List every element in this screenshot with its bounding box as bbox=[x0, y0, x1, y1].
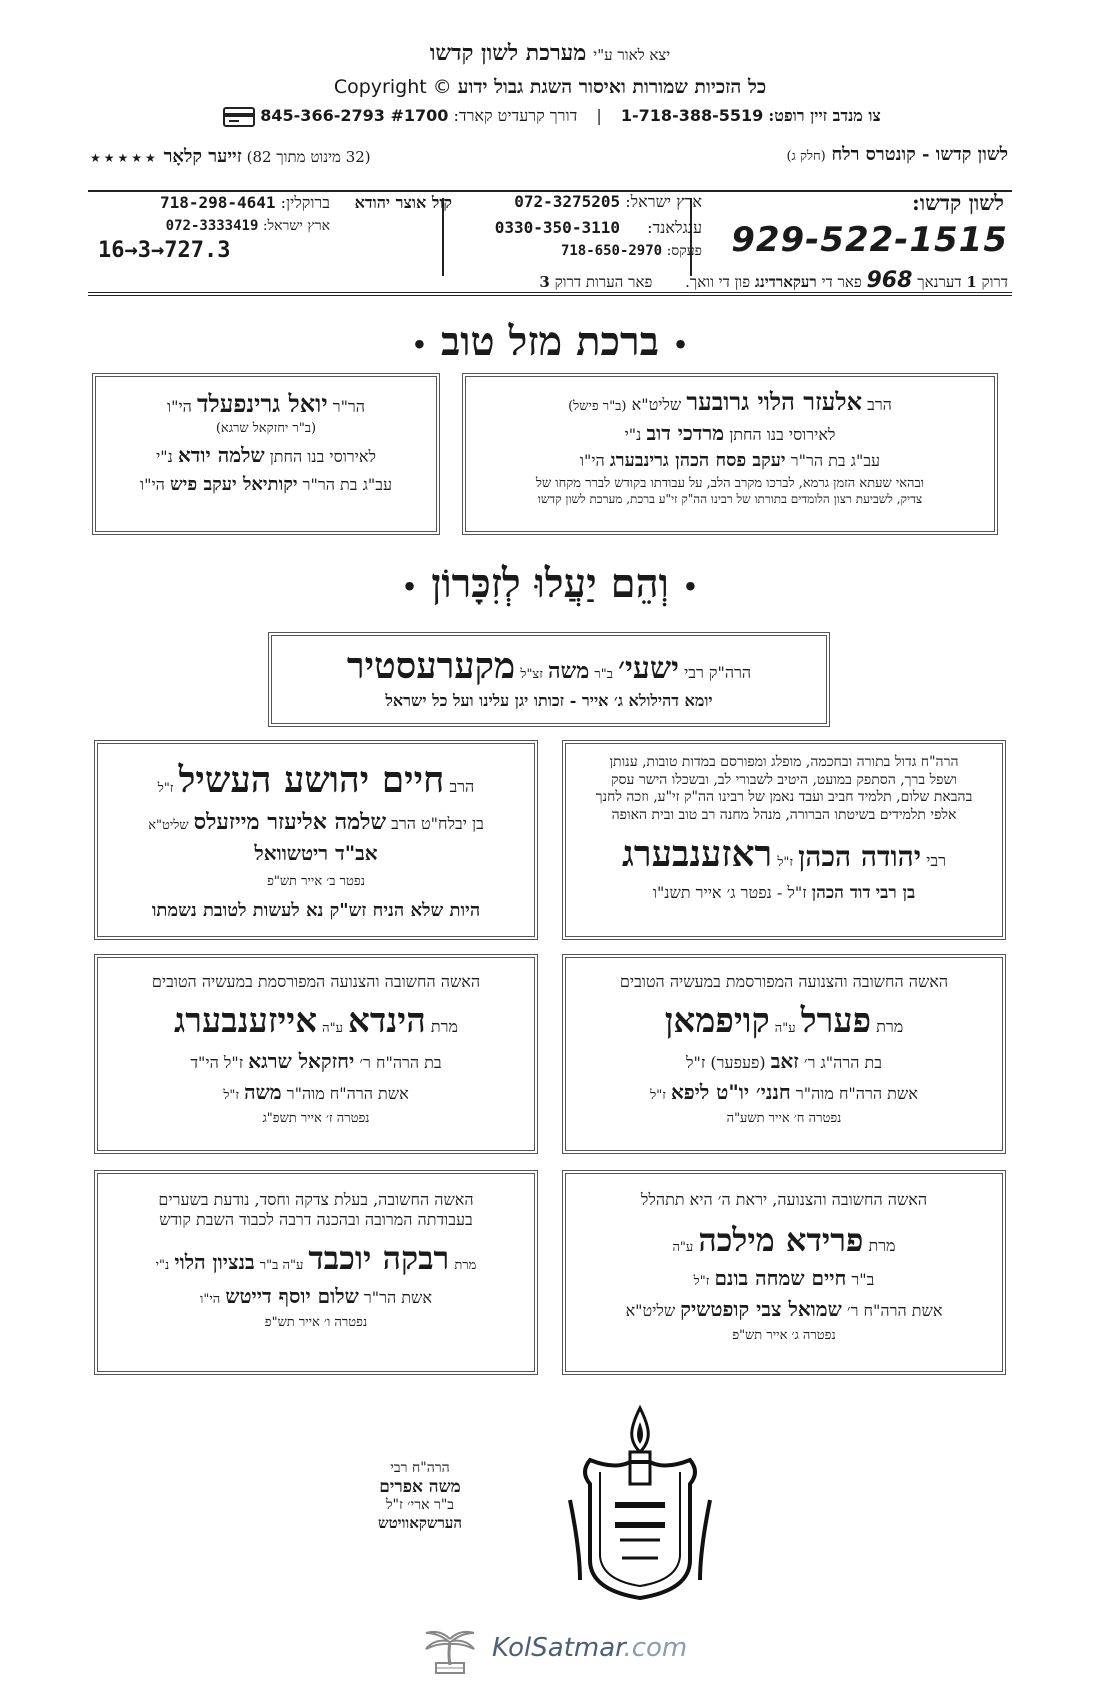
menu-code: 16→3→727.3 bbox=[98, 238, 231, 263]
israel-label: ארץ ישראל: bbox=[625, 192, 702, 211]
lk-hotline-label: לשון קדשו: bbox=[911, 190, 1004, 215]
memorial-mekerestir bbox=[268, 632, 830, 727]
surname: הערשקאוויטש bbox=[377, 1514, 463, 1532]
honorific: ע"ה bbox=[774, 1021, 796, 1036]
palm-tree-icon bbox=[420, 1625, 480, 1675]
line bbox=[108, 1080, 524, 1105]
name: פרידא מילכה bbox=[698, 1221, 864, 1259]
honorific: ז"ל bbox=[223, 1087, 239, 1103]
father-name: חיים שמחה בונם bbox=[714, 1266, 847, 1290]
name: ישעי׳ bbox=[618, 651, 679, 686]
donate-phone[interactable]: 1-718-388-5519 bbox=[620, 106, 764, 125]
name: יהודה הכהן bbox=[798, 840, 922, 873]
title: מרת bbox=[868, 1236, 896, 1255]
copyright-line bbox=[0, 76, 1100, 99]
press-label: דרוק bbox=[981, 273, 1008, 291]
donate-label: צו מנדב זיין רופט: bbox=[768, 106, 881, 125]
groom-name: מרדכי דוב bbox=[646, 421, 725, 445]
honorific: ז"ל bbox=[157, 781, 174, 796]
israel2-label: ארץ ישראל: bbox=[262, 218, 330, 234]
line bbox=[476, 421, 984, 446]
line bbox=[576, 1000, 992, 1043]
phone-instructions bbox=[88, 268, 1008, 293]
honorific: שליט"א bbox=[625, 1301, 676, 1320]
line bbox=[476, 450, 984, 473]
title: רבי bbox=[926, 851, 946, 870]
father-name: זאב bbox=[770, 1048, 799, 1073]
title: הר"ר bbox=[332, 397, 365, 416]
line bbox=[576, 1297, 992, 1322]
booklet-title-text: לשון קדשו - קונטרס רלח bbox=[831, 144, 1008, 165]
recording-word: רעקארדינג bbox=[754, 273, 817, 291]
blessing-text: ובהאי שעתא הזמן גרמא, לברכו מקרב הלב, על עבודתו בקודש לברר מקחו של bbox=[535, 475, 925, 491]
label: אשת הרה"ח מוה"ר bbox=[286, 1083, 409, 1103]
honorific: נ"י bbox=[624, 425, 642, 444]
for-label: פאר די bbox=[821, 273, 862, 291]
mazal-tov-greenfeld bbox=[92, 373, 440, 535]
father-name: בנציון הלוי bbox=[174, 1250, 255, 1274]
husband-name: משה bbox=[244, 1079, 282, 1104]
label: אשת הרה"ח ר׳ bbox=[846, 1301, 943, 1320]
mazal-tov-gruber bbox=[462, 373, 998, 535]
honorific: ז"ל bbox=[650, 1087, 666, 1103]
husband-name: שמואל צבי קופטשיק bbox=[680, 1297, 842, 1321]
israel-phone-2 bbox=[166, 218, 330, 235]
father-name: דוד הכהן bbox=[811, 883, 871, 903]
line bbox=[576, 1080, 992, 1105]
cc-label: דורך קרעדיט קארד: bbox=[453, 106, 578, 125]
booklet-title bbox=[786, 144, 1008, 165]
surname: קויפמאן bbox=[664, 1001, 770, 1041]
memorial-rosenberg bbox=[562, 740, 1006, 940]
father-name: יחזקאל שרגא bbox=[248, 1048, 355, 1073]
title: הרה"ח רבי bbox=[390, 1460, 450, 1476]
label: בת הרה"ח ר׳ bbox=[359, 1052, 442, 1072]
line bbox=[476, 387, 984, 417]
honorific: הי"ו bbox=[200, 1292, 221, 1307]
honorific: ע"ה bbox=[672, 1240, 694, 1255]
line bbox=[108, 809, 524, 837]
father-title: אב"ד ריטשוואל bbox=[254, 840, 378, 865]
clarity-label: זייער קלאָר bbox=[163, 146, 242, 167]
minutes-text: (32 מינוט מתוך 82) bbox=[246, 148, 371, 166]
mazal-tov-title: ברכת מזל טוב bbox=[441, 318, 659, 365]
credit-card-icon bbox=[223, 107, 255, 127]
line bbox=[106, 389, 426, 419]
fax-label: פעקס: bbox=[666, 243, 702, 259]
line bbox=[576, 832, 992, 877]
surname: ראזענבערג bbox=[622, 833, 773, 875]
publisher-prefix: יצא לאור ע"י bbox=[593, 46, 671, 64]
yahrzeit-text: נפטרה ז׳ אייר תשפ"ג bbox=[262, 1110, 370, 1126]
name: אלעזר הלוי גרובער bbox=[686, 387, 863, 416]
notes-label: פאר הערות דרוק bbox=[554, 273, 653, 291]
patronymic: (ב"ר פישל) bbox=[568, 399, 627, 414]
request-text: היות שלא הניח זש"ק נא לעשות לטובת נשמתו bbox=[151, 899, 481, 921]
honorific: ע"ה bbox=[322, 1021, 343, 1036]
memorial-heading bbox=[0, 560, 1100, 607]
memorial-title: וְהֵם יַעֲלוּ לְזִכָּרוֹן bbox=[431, 560, 669, 607]
memorial-eisenberg bbox=[94, 954, 538, 1154]
england-label: ענגלאנד: bbox=[647, 218, 702, 237]
fax-phone bbox=[561, 243, 702, 260]
line bbox=[106, 443, 426, 468]
label: עב"ג בת הר"ר bbox=[790, 451, 881, 470]
candle-memorial-logo bbox=[560, 1400, 720, 1610]
bullet-icon: • bbox=[411, 330, 428, 360]
title: הרה"ק רבי bbox=[684, 663, 752, 682]
blessing-text: צדיק, לשביעת רצון הלומדים בתורתו של רבינו הה"ק זי"ע ברכת, מערכת לשון קדשו bbox=[537, 491, 923, 506]
candle-memorial-logo-svg bbox=[560, 1400, 720, 1610]
label: לאירוסי בנו החתן bbox=[269, 447, 376, 467]
line bbox=[576, 1049, 992, 1074]
bullet-icon: • bbox=[401, 572, 418, 602]
eulogy-text: ושפל ברך, הסתפק במועט, היטיב לשבורי לב, ובשכלו הישר עסק bbox=[610, 771, 957, 788]
recording-number: 968 bbox=[866, 268, 913, 293]
israel-phone bbox=[514, 192, 702, 212]
line bbox=[108, 758, 524, 803]
honorific: שליט"א bbox=[148, 818, 189, 833]
yahrzeit-text: ז"ל - נפטר ג׳ אייר תשנ"ו bbox=[652, 883, 807, 902]
yahrzeit-text: נפטרה ו׳ אייר תש"פ bbox=[264, 1315, 368, 1330]
rights-text: כל הזכיות שמורות ואיסור השגת גבול ידוע bbox=[457, 76, 767, 98]
notes-number: 3 bbox=[539, 273, 550, 291]
line bbox=[106, 474, 426, 497]
honorific: (פעפער) ז"ל bbox=[686, 1052, 766, 1072]
then-label: דערנאך bbox=[917, 273, 962, 291]
cc-phone[interactable]: 845-366-2793 #1700 bbox=[260, 106, 449, 125]
memorial-deutsch bbox=[94, 1170, 538, 1375]
honorific: זצ"ל bbox=[520, 667, 543, 682]
name: יואל גרינפעלד bbox=[196, 389, 328, 418]
label: ב"ר bbox=[594, 667, 613, 682]
line bbox=[108, 1049, 524, 1074]
name: משה אפרים bbox=[379, 1477, 461, 1497]
publisher-title: מערכת לשון קדשו bbox=[429, 40, 587, 66]
label: ע"ה ב"ר bbox=[259, 1258, 304, 1273]
england-number[interactable]: 0330-350-3110 bbox=[494, 218, 620, 237]
eulogy-text: האשה החשובה והצנועה המפורסמת במעשיה הטובים bbox=[619, 972, 949, 991]
husband-name: שלום יוסף דייטש bbox=[225, 1284, 359, 1308]
patronymic: (ב"ר יחזקאל שרגא) bbox=[215, 421, 317, 436]
honorific: הי"ו bbox=[139, 475, 165, 495]
bullet-icon: • bbox=[682, 572, 699, 602]
brooklyn-number[interactable]: 718-298-4641 bbox=[159, 193, 276, 212]
label: אשת הרה"ח מוה"ר bbox=[795, 1083, 918, 1103]
kolsatmar-text[interactable] bbox=[492, 1633, 687, 1663]
line bbox=[576, 1220, 992, 1260]
eulogy-text: האשה החשובה, בעלת צדקה וחסד, נודעת בשערים bbox=[158, 1190, 474, 1209]
surname: אייזענבערג bbox=[174, 1001, 318, 1041]
bullet-icon: • bbox=[672, 330, 689, 360]
title: מרת bbox=[876, 1017, 904, 1036]
line bbox=[576, 883, 992, 904]
label: בת הרה"ג ר׳ bbox=[803, 1052, 882, 1072]
title: הרב bbox=[449, 777, 475, 796]
label: ב"ר bbox=[851, 1270, 875, 1289]
honorific: שליט"א bbox=[631, 395, 682, 414]
name: הינדא bbox=[348, 1001, 426, 1041]
line bbox=[108, 1238, 524, 1278]
eulogy-text: האשה החשובה והצנועה, יראת ה׳ היא תתהלל bbox=[640, 1190, 928, 1209]
title: מרת bbox=[454, 1258, 477, 1273]
from-label: פון די וואך. bbox=[685, 273, 751, 291]
honorific: הי"ו bbox=[579, 451, 605, 470]
name: חיים יהושע העשיל bbox=[178, 759, 445, 801]
england-phone bbox=[495, 218, 702, 238]
label: בן רבי bbox=[875, 883, 916, 903]
memorial-hershkowitz bbox=[350, 1460, 490, 1533]
label: לאירוסי בנו החתן bbox=[729, 425, 836, 444]
husband-name: חנני׳ יו"ט ליפא bbox=[670, 1079, 791, 1104]
line bbox=[108, 1284, 524, 1309]
line bbox=[282, 644, 816, 689]
publisher-line bbox=[0, 40, 1100, 66]
line bbox=[108, 1000, 524, 1043]
yahrzeit-text: נפטרה ג׳ אייר תש"פ bbox=[732, 1328, 836, 1343]
separator: | bbox=[596, 106, 602, 125]
honorific: ז"ל bbox=[777, 855, 794, 870]
memorial-meizels bbox=[94, 740, 538, 940]
lk-hotline-number[interactable]: 929-522-1515 bbox=[731, 220, 1008, 260]
site-tld: .com bbox=[623, 1633, 688, 1663]
honorific: נ"י bbox=[155, 1258, 170, 1273]
honorific: נ"י bbox=[156, 447, 173, 467]
site-name: KolSatmar bbox=[492, 1633, 624, 1663]
yahrzeit-text: נפטרה ח׳ אייר תשע"ה bbox=[726, 1110, 842, 1126]
mazal-tov-heading bbox=[0, 318, 1100, 365]
eulogy-text: הרה"ח גדול בתורה ובחכמה, מופלג ומפורסם במדות טובות, ענותן bbox=[609, 754, 959, 770]
surname: מקערעסטיר bbox=[346, 645, 516, 687]
eulogy-text: האשה החשובה והצנועה המפורסמת במעשיה הטובים bbox=[151, 972, 481, 991]
kol-otzar-label: קול אוצר יהודא bbox=[354, 193, 452, 212]
recording-rating bbox=[90, 146, 371, 167]
israel-number[interactable]: 072-3275205 bbox=[514, 192, 621, 211]
copyright-text: Copyright © bbox=[333, 76, 452, 98]
label: בן יבלח"ט הרב bbox=[391, 814, 484, 833]
brooklyn-label: ברוקלין: bbox=[280, 193, 330, 212]
kolsatmar-logo[interactable] bbox=[420, 1625, 700, 1675]
memorial-kupfer bbox=[562, 1170, 1006, 1375]
honorific: ז"ל bbox=[693, 1274, 710, 1289]
name: פערל bbox=[800, 1001, 872, 1041]
star-rating-icon: ★★★★★ bbox=[90, 151, 159, 165]
eulogy-text: אלפי תלמידים בשיטתו הברורה, מנהל מחנה רב טוב ובית האופה bbox=[611, 806, 957, 823]
label: עב"ג בת הר"ר bbox=[302, 475, 392, 495]
yahrzeit-text: נפטר ב׳ אייר תש"פ bbox=[267, 873, 365, 889]
title: מרת bbox=[430, 1017, 458, 1036]
father-in-law-name: יקותיאל יעקב פיש bbox=[169, 474, 298, 496]
line bbox=[576, 1266, 992, 1291]
honorific: הי"ו bbox=[167, 397, 192, 416]
donate-line bbox=[0, 106, 1100, 127]
eulogy-text: בהבאת שלום, תלמיד חביב ועבד נאמן של רבינו הה"ק זי"ע, וזכה לחנך bbox=[595, 789, 973, 805]
groom-name: שלמה יודא bbox=[177, 443, 265, 468]
label: אשת הר"ר bbox=[363, 1288, 432, 1307]
yahrzeit-text: יומא דהילולא ג׳ אייר - זכותו יגן עלינו ועל כל ישראל bbox=[385, 691, 713, 710]
father-in-law-name: יעקב פסח הכהן גרינבערג bbox=[609, 450, 786, 471]
press-number: 1 bbox=[966, 273, 977, 291]
eulogy-text: בעבודתה המרובה ובהכנה דרבה לכבוד השבת קודש bbox=[159, 1210, 473, 1229]
brooklyn-phone bbox=[160, 193, 330, 213]
name: רבקה יוכבד bbox=[308, 1239, 450, 1277]
memorial-kaufman bbox=[562, 954, 1006, 1154]
father-name: שלמה אליעזר מייזעלס bbox=[193, 809, 387, 835]
honorific: ז"ל הי"ד bbox=[190, 1052, 244, 1072]
patronymic: ב"ר ארי׳ ז"ל bbox=[385, 1497, 455, 1513]
fax-number[interactable]: 718-650-2970 bbox=[560, 243, 663, 259]
israel2-number[interactable]: 072-3333419 bbox=[165, 218, 259, 234]
father-name: משה bbox=[547, 658, 590, 684]
booklet-part: (חלק ג) bbox=[786, 149, 826, 164]
title: הרב bbox=[867, 395, 892, 414]
